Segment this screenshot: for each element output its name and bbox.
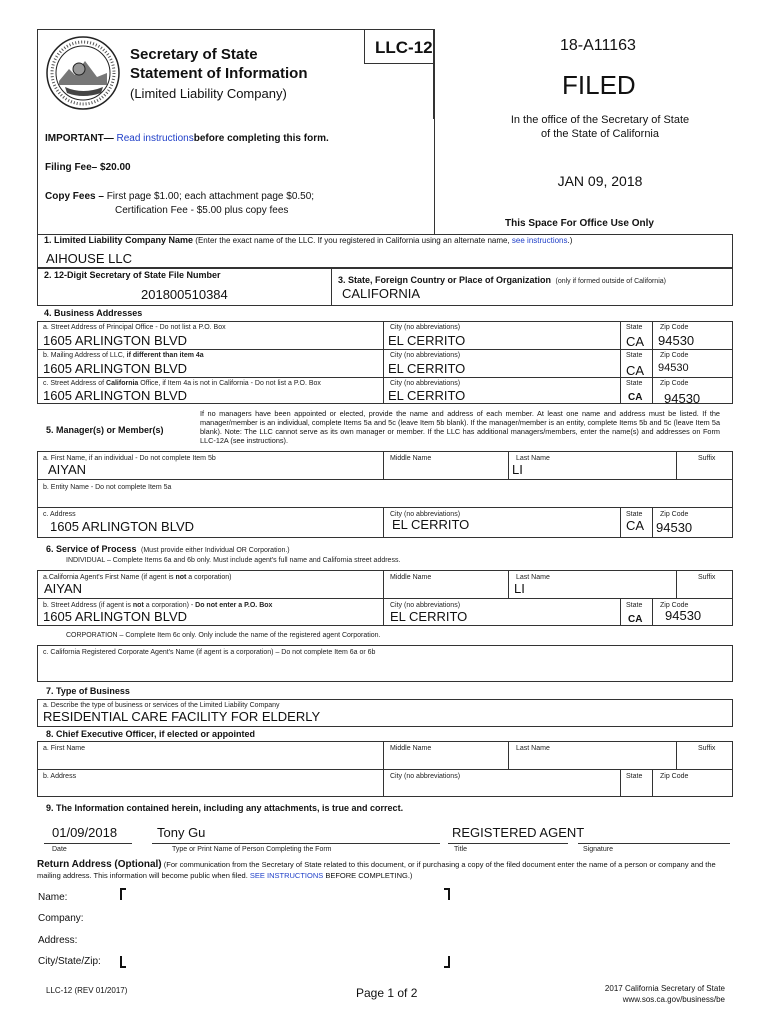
agent-middle-label: Middle Name [390,574,432,581]
header-subtitle: (Limited Liability Company) [130,86,287,101]
signer-title[interactable]: REGISTERED AGENT [452,825,585,840]
address-4a-city-label: City (no abbreviations) [390,324,461,331]
address-4a-state[interactable]: CA [626,334,645,349]
section-9-label: 9. The Information contained herein, including any attachments, is true and correct. [46,803,404,813]
manager-city[interactable]: EL CERRITO [392,517,470,532]
address-4a-street[interactable]: 1605 ARLINGTON BLVD [43,333,188,348]
llc-name-value[interactable]: AIHOUSE LLC [46,251,132,266]
header-title-2: Statement of Information [130,65,308,82]
ceo-suffix-label: Suffix [698,745,716,752]
title-label: Title [454,846,467,853]
copy-fees-line-2: Certification Fee - $5.00 plus copy fees [115,205,289,216]
address-4a-city[interactable]: EL CERRITO [388,333,466,348]
section-1-note-end: .) [567,236,573,245]
section-6-header [46,539,290,557]
address-4b-zip-label: Zip Code [660,352,689,359]
agent-first-label: a.California Agent's First Name (if agent is not a corporation) [43,574,232,581]
ceo-last-label: Last Name [516,745,550,752]
return-name-label: Name: [38,892,68,903]
agent-last-name[interactable]: LI [514,581,525,596]
office-line-2: of the State of California [540,128,659,140]
section-5-instructions: If no managers have been appointed or elected, provide the name and address of each member. At least one name and address must be listed. If the manager/member is an individual, complete Items 5a and 5c (leave Item 5b blank). If the manager/member is an entity, complete Items 5b and 5c (leave Item 5a blank). Note: The LLC cannot serve as its own manager or member. If the LLC has additional managers/members, enter the name(s) and addresses on Form LLC-12A (see instructions). [200,409,720,445]
copy-fees [45,191,314,202]
address-4b-city[interactable]: EL CERRITO [388,361,466,376]
manager-street[interactable]: 1605 ARLINGTON BLVD [50,519,195,534]
copy-fees-label: Copy Fees – [45,191,104,202]
footer-page: Page 1 of 2 [356,986,418,1000]
important-rest: before completing this form. [193,133,329,144]
section-1-note: (Enter the exact name of the LLC. If you registered in California using an alternate name, [195,236,510,245]
date-label: Date [52,846,67,853]
address-4b-state[interactable]: CA [626,363,645,378]
ceo-middle-label: Middle Name [390,745,432,752]
section-6-note: (Must provide either Individual OR Corporation.) [141,547,290,554]
return-csz-label: City/State/Zip: [38,956,101,967]
address-4a-state-label: State [626,324,643,331]
ceo-zip-label: Zip Code [660,773,689,780]
manager-state[interactable]: CA [626,518,645,533]
manager-address-label: c. Address [43,511,76,518]
address-4a-label: a. Street Address of Principal Office - Do not list a P.O. Box [43,324,226,331]
agent-first-name[interactable]: AIYAN [44,581,83,596]
agent-street-label: b. Street Address (if agent is not a corporation) - Do not enter a P.O. Box [43,602,273,609]
agent-state[interactable]: CA [628,614,643,625]
organization-place-value[interactable]: CALIFORNIA [342,286,421,301]
address-4b-street[interactable]: 1605 ARLINGTON BLVD [43,361,188,376]
section-3-note: (only if formed outside of California) [555,278,666,285]
corporation-instructions: CORPORATION – Complete Item 6c only. Only include the name of the registered agent Corporation. [66,632,381,639]
address-4c-zip[interactable]: 94530 [664,391,701,406]
manager-entity-label: b. Entity Name - Do not complete Item 5a [43,484,172,491]
section-4-label: 4. Business Addresses [44,308,143,318]
address-4b-zip[interactable]: 94530 [658,362,689,374]
section-6-label: 6. Service of Process [46,544,137,554]
section-7-label: 7. Type of Business [46,686,130,696]
agent-suffix-label: Suffix [698,574,716,581]
agent-state-label: State [626,602,643,609]
ceo-state-label: State [626,773,643,780]
section-1-header [44,235,572,245]
manager-state-label: State [626,511,643,518]
manager-middle-label: Middle Name [390,455,432,462]
business-type-value[interactable]: RESIDENTIAL CARE FACILITY FOR ELDERLY [43,709,321,724]
signature-label: Signature [583,846,613,853]
address-4c-city[interactable]: EL CERRITO [388,388,466,403]
header-title-1: Secretary of State [130,46,258,63]
return-note-end: BEFORE COMPLETING.) [325,871,413,880]
return-see-link[interactable]: SEE INSTRUCTIONS [249,871,324,880]
section-8-label: 8. Chief Executive Officer, if elected or appointed [46,729,256,739]
address-4b-state-label: State [626,352,643,359]
california-seal [45,35,121,111]
ceo-first-label: a. First Name [43,745,86,752]
filed-date: JAN 09, 2018 [557,173,643,189]
return-address-field[interactable] [120,888,450,968]
return-address-header [37,859,733,881]
form-code: LLC-12 [375,38,433,57]
manager-zip-label: Zip Code [660,511,689,518]
agent-city-label: City (no abbreviations) [390,602,461,609]
address-4a-zip-label: Zip Code [660,324,689,331]
section-3-label: 3. State, Foreign Country or Place of Organization [338,275,552,285]
ceo-city-label: City (no abbreviations) [390,773,461,780]
office-line-1: In the office of the Secretary of State [510,114,690,126]
manager-last-name[interactable]: LI [512,462,523,477]
file-number-value[interactable]: 201800510384 [141,287,228,302]
footer-url: www.sos.ca.gov/business/be [622,995,725,1004]
section-5-label: 5. Manager(s) or Member(s) [46,425,164,435]
corp-agent-label: c. California Registered Corporate Agent's Name (if agent is a corporation) – Do not complete Item 6a or 6b [43,649,376,656]
address-4a-zip[interactable]: 94530 [658,333,695,348]
address-4c-state[interactable]: CA [628,392,643,403]
signature-date[interactable]: 01/09/2018 [52,825,118,840]
manager-suffix-label: Suffix [698,455,716,462]
section-2-label: 2. 12-Digit Secretary of State File Number [44,270,221,280]
filed-stamp: FILED [562,70,636,100]
section-1-label: 1. Limited Liability Company Name [44,235,194,245]
return-company-label: Company: [38,913,84,924]
file-number: 18-A11163 [560,37,636,54]
agent-zip-label: Zip Code [660,602,689,609]
address-4c-label: c. Street Address of California Office, if Item 4a is not in California - Do not list a P.O. Box [43,380,321,387]
important-label: IMPORTANT— [45,133,114,144]
ceo-address-label: b. Address [43,773,77,780]
read-instructions-link[interactable]: Read instructions [116,133,194,144]
agent-city[interactable]: EL CERRITO [390,609,468,624]
return-address-note: (For communication from the Secretary of State related to this document, or if purchasing a copy of the filed document enter the name of a person or company and the mailing address. This information will become public when filed. [37,860,716,880]
address-4b-label: b. Mailing Address of LLC, if different than item 4a [43,352,204,359]
agent-street[interactable]: 1605 ARLINGTON BLVD [43,609,188,624]
return-address-label: Return Address (Optional) [37,859,162,870]
return-address-label-field: Address: [38,935,78,946]
manager-city-label: City (no abbreviations) [390,511,461,518]
copy-fees-line-1: First page $1.00; each attachment page $0.50; [106,191,315,202]
filing-fee: Filing Fee– $20.00 [45,162,131,173]
business-type-label: a. Describe the type of business or services of the Limited Liability Company [43,702,280,709]
individual-instructions: INDIVIDUAL – Complete Items 6a and 6b only. Must include agent's full name and California street address. [66,557,401,564]
manager-first-label: a. First Name, if an individual - Do not complete Item 5b [43,455,216,462]
signer-name[interactable]: Tony Gu [157,825,206,840]
name-label: Type or Print Name of Person Completing the Form [172,846,332,853]
address-4c-zip-label: Zip Code [660,380,689,387]
manager-first-name[interactable]: AIYAN [48,462,87,477]
manager-last-label: Last Name [516,455,550,462]
address-4c-street[interactable]: 1605 ARLINGTON BLVD [43,388,188,403]
address-4c-city-label: City (no abbreviations) [390,380,461,387]
important-line [45,133,329,144]
agent-last-label: Last Name [516,574,550,581]
manager-zip[interactable]: 94530 [656,520,693,535]
office-use-label: This Space For Office Use Only [505,218,654,229]
footer-form-code: LLC-12 (REV 01/2017) [46,986,128,995]
section-1-see-link[interactable]: see instructions [511,236,568,245]
agent-zip[interactable]: 94530 [665,608,702,623]
address-4c-state-label: State [626,380,643,387]
footer-copyright: 2017 California Secretary of State [604,984,725,993]
address-4b-city-label: City (no abbreviations) [390,352,461,359]
